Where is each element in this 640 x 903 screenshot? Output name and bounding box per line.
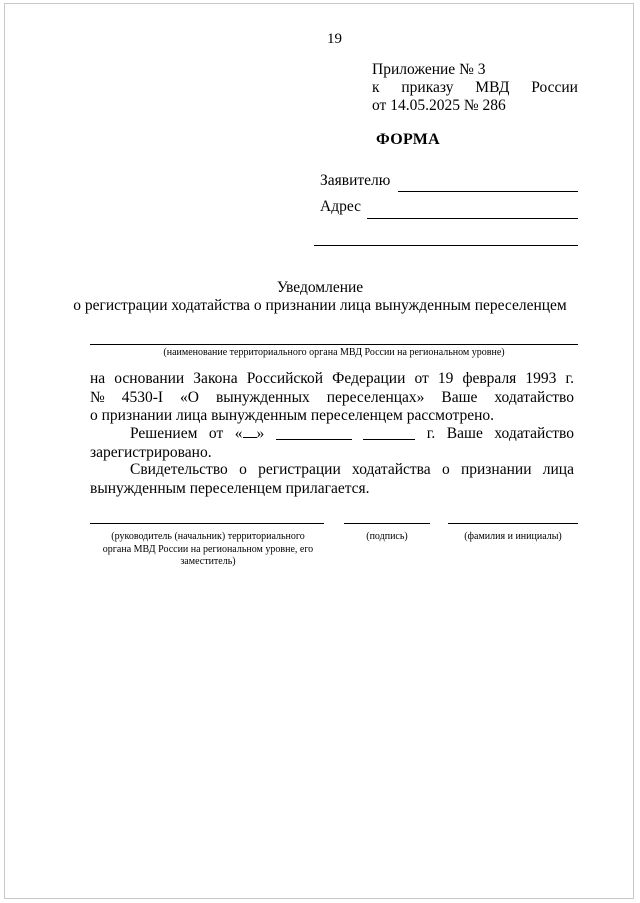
appendix-word: к — [372, 79, 380, 96]
signature-line[interactable] — [344, 523, 430, 524]
organ-line[interactable] — [90, 344, 578, 345]
word: Ваше — [446, 425, 483, 442]
appendix-word: приказу — [401, 79, 454, 96]
appendix-line-1: Приложение № 3 — [372, 61, 486, 78]
word: о — [441, 461, 450, 478]
word: ходатайство — [494, 425, 574, 442]
word: вынужденных — [215, 388, 310, 406]
word: г. — [565, 370, 574, 387]
word: на — [90, 370, 106, 387]
word: Федерации — [332, 370, 406, 387]
date-day-field[interactable] — [235, 425, 265, 444]
word: ходатайство — [494, 388, 574, 406]
quote-close: » — [256, 425, 265, 442]
address-line-1[interactable] — [367, 218, 578, 219]
word: основании — [114, 370, 185, 387]
body-line — [90, 389, 574, 408]
quote-open: « — [234, 425, 243, 442]
word: Российской — [246, 370, 324, 387]
appendix-line-3: от 14.05.2025 № 286 — [372, 97, 506, 114]
date-month-blank[interactable] — [276, 425, 352, 440]
word: Закона — [193, 370, 238, 387]
word: регистрации — [258, 461, 341, 478]
word: февраля — [462, 370, 517, 387]
notice-subtitle: о регистрации ходатайства о признании лица вынужденным переселенцем — [73, 297, 567, 314]
day-blank[interactable] — [243, 425, 257, 438]
word: 4530-I — [121, 388, 164, 406]
official-caption: (руководитель (начальник) территориального органа МВД России на региональном уровне, его заместитель) — [102, 531, 314, 567]
form-label: ФОРМА — [376, 131, 441, 148]
signature-caption: (подпись) — [366, 531, 408, 542]
body-paragraph-2 — [90, 425, 574, 462]
word: ходатайства — [352, 461, 431, 478]
applicant-line[interactable] — [398, 191, 578, 192]
name-line[interactable] — [448, 523, 578, 524]
body-line: зарегистрировано. — [90, 443, 212, 461]
page-number: 19 — [327, 31, 342, 47]
word: Решением — [130, 425, 198, 442]
notice-title: Уведомление — [276, 279, 364, 296]
body-line: вынужденным переселенцем прилагается. — [90, 479, 370, 497]
body-line — [90, 461, 574, 480]
word: переселенцах» — [326, 388, 425, 406]
address-label: Адрес — [320, 198, 361, 215]
word: лица — [542, 461, 574, 478]
word: 19 — [437, 370, 454, 387]
word: 1993 — [525, 370, 557, 387]
word: Ваше — [441, 388, 478, 406]
name-caption: (фамилия и инициалы) — [464, 531, 562, 542]
word: «О — [180, 388, 199, 406]
appendix-word: России — [531, 79, 578, 96]
applicant-label: Заявителю — [320, 172, 391, 189]
date-year-blank[interactable] — [363, 425, 415, 440]
word: Свидетельство — [130, 461, 228, 478]
body-paragraph-3 — [90, 461, 574, 498]
body-paragraph-1 — [90, 370, 574, 426]
word: № — [90, 388, 105, 406]
appendix-line-2 — [372, 79, 578, 97]
word: г. — [426, 425, 436, 442]
word: от — [208, 425, 224, 442]
body-line — [90, 370, 574, 389]
appendix-block — [372, 61, 578, 115]
appendix-word: МВД — [475, 79, 510, 96]
organ-caption: (наименование территориального органа МВД России на региональном уровне) — [163, 347, 505, 358]
word: признании — [460, 461, 532, 478]
body-line — [90, 425, 574, 444]
official-line[interactable] — [90, 523, 324, 524]
word: от — [414, 370, 429, 387]
body-line: о признании лица вынужденным переселенцем рассмотрено. — [90, 407, 494, 424]
word: о — [239, 461, 247, 478]
address-line-2[interactable] — [314, 245, 578, 246]
